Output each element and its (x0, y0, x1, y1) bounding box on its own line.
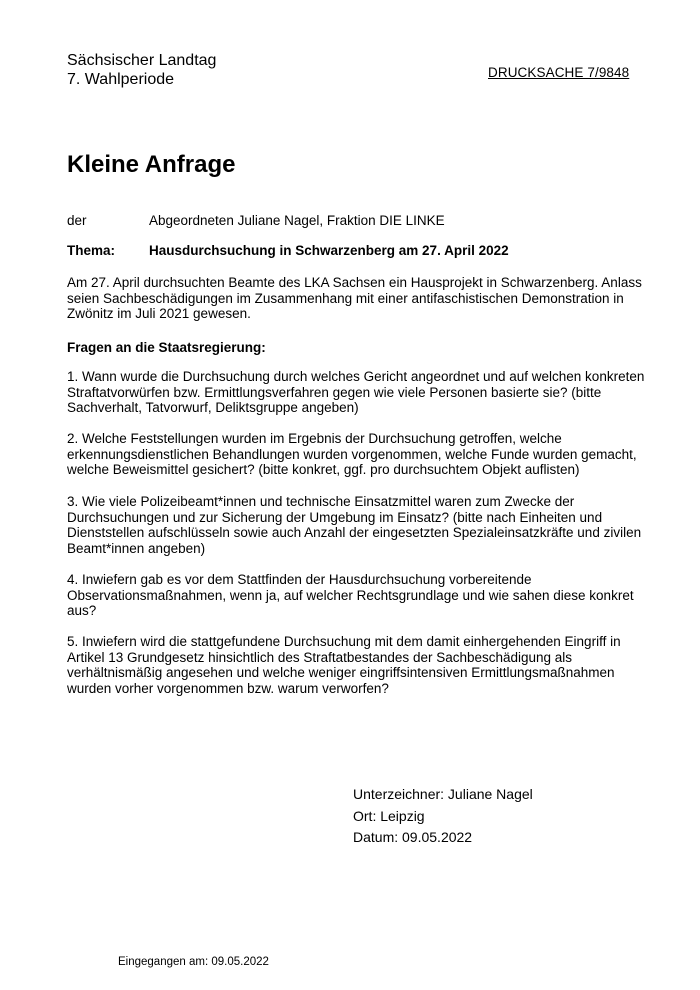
question-4: 4. Inwiefern gab es vor dem Stattfinden der Hausdurchsuchung vorbereitende Observationsmaßnahmen, wenn ja, auf welcher Rechtsgrundlage und wie sahen diese konkret aus? (67, 572, 634, 618)
signer: Unterzeichner: Juliane Nagel (353, 786, 533, 802)
author-value: Abgeordneten Juliane Nagel, Fraktion DIE LINKE (149, 213, 445, 228)
question-3: 3. Wie viele Polizeibeamt*innen und technische Einsatzmittel waren zum Zwecke der Durchsuchungen und zur Sicherung der Umgebung im Einsatz? (bitte nach Einheiten und Dienststellen aufschlüsseln sowie auch Anzahl der eingesetzten Spezialeinsatzkräfte und zivilen Beamt*innen angeben) (67, 494, 642, 556)
topic-label: Thema: (67, 243, 116, 258)
signature-block (353, 784, 533, 849)
question-1: 1. Wann wurde die Durchsuchung durch welches Gericht angeordnet und auf welchen konkreten Straftatvorwürfen bzw. Ermittlungsverfahren gegen wie viele Personen basierte sie? (bitte Sachverhalt, Tatvorwurf, Deliktsgruppe angeben) (67, 369, 645, 415)
received-date: Eingegangen am: 09.05.2022 (118, 956, 269, 968)
author-row (67, 213, 445, 228)
topic-row (67, 243, 509, 258)
author-label: der (67, 213, 87, 228)
question-5: 5. Inwiefern wird die stattgefundene Durchsuchung mit dem damit einhergehenden Eingriff in Artikel 13 Grundgesetz hinsichtlich des Straftatbestandes der Sachbeschädigung als verhältnismäßig angesehen und welche weniger eingriffsintensiven Ermittlungsmaßnahmen wurden vorher vorgenommen bzw. warum verworfen? (67, 634, 621, 696)
document-number: DRUCKSACHE 7/9848 (488, 65, 630, 80)
signature-place: Ort: Leipzig (353, 807, 425, 824)
intro-paragraph: Am 27. April durchsuchten Beamte des LKA Sachsen ein Hausprojekt in Schwarzenberg. Anlass seien Sachbeschädigungen im Zusammenhang mit einer antifaschistischen Demonstration in Zwönitz im Juli 2021 gewesen. (67, 275, 642, 321)
topic-value: Hausdurchsuchung in Schwarzenberg am 27. April 2022 (149, 243, 509, 258)
question-2: 2. Welche Feststellungen wurden im Ergebnis der Durchsuchung getroffen, welche erkennungsdienstlichen Behandlungen wurden vorgenommen, welche Funde wurden gemacht, welche Beweismittel gesichert? (bitte konkret, ggf. pro durchsuchtem Objekt auflisten) (67, 431, 637, 477)
parliament-header (67, 51, 216, 89)
parliament-name: Sächsischer Landtag (67, 52, 217, 69)
legislative-period: 7. Wahlperiode (67, 71, 175, 88)
signature-date: Datum: 09.05.2022 (353, 829, 473, 845)
document-title: Kleine Anfrage (67, 151, 236, 178)
questions-heading: Fragen an die Staatsregierung: (67, 340, 266, 355)
